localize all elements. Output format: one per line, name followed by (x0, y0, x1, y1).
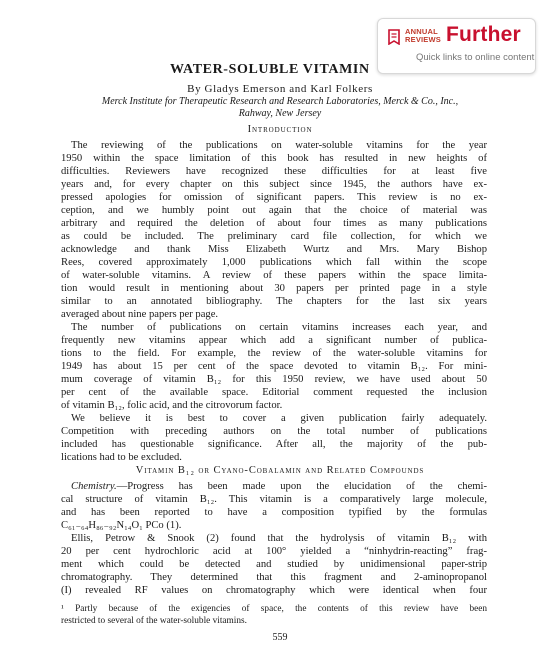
text-line: acknowledge and thank Miss Elizabeth Wurtz and Mrs. Mary Bishop (61, 244, 487, 255)
text-line: The reviewing of the publications on water-soluble vitamins for the year (71, 140, 487, 151)
text-line: averaged about nine papers per page. (61, 309, 219, 320)
section-heading-vitamin-b12: Vitamin B₁₂ or Cyano-Cobalamin and Related Compounds (135, 465, 425, 476)
text-line: tions to the field. For example, the review of the water-soluble vitamins for (61, 348, 487, 359)
affiliation-line-2: Rahway, New Jersey (238, 108, 322, 119)
badge-line2: REVIEWS (405, 35, 441, 44)
text-line: tion would result in mentioning about 30 papers per printed page in a style (61, 283, 487, 294)
badge-subtitle: Quick links to online content (416, 52, 535, 63)
text-line: 1949 has about 15 per cent of the space devoted to vitamin B₁₂. For mini- (61, 361, 487, 372)
text-line: years and, for every chapter on this subject since 1945, the authors have ex- (61, 179, 487, 190)
text-line: Ellis, Petrow & Snook (2) found that the hydrolysis of vitamin B₁₂ with (71, 533, 487, 544)
text-line: 20 per cent hydrochloric acid at 100° yielded a “ninhydrin-reacting” frag- (61, 546, 487, 557)
text-line: included has questionable significance. After all, the majority of the pub- (61, 439, 487, 450)
text-line: 1950 within the space limitation of this book has resulted in new heights of (61, 153, 487, 164)
text-line: lications had to be excluded. (61, 452, 182, 463)
footnote-line: restricted to several of the water-soluble vitamins. (61, 616, 247, 626)
text-line (61, 480, 487, 493)
text-line: of water-soluble vitamins. A review of these papers within the space limita- (61, 270, 487, 281)
badge-line1: ANNUAL (405, 27, 438, 36)
text-line: Rees, covered approximately 1,000 publications which fall within the scope (61, 257, 487, 268)
text-line: chromatography. They determined that this fragment and 2-aminopropanol (61, 572, 487, 583)
article-authors: By Gladys Emerson and Karl Folkers (187, 83, 373, 95)
b12-text (61, 480, 487, 597)
text-line: per cent of the available space. Editorial comment requested the inclusion (61, 387, 487, 398)
footnote-line: ¹ Partly because of the exigencies of space, the contents of this review have been (61, 604, 487, 614)
annual-reviews-further-badge[interactable] (377, 18, 536, 74)
affiliation-line-1: Merck Institute for Therapeutic Research and Research Laboratories, Merck & Co., Inc., (101, 96, 459, 107)
text-line: (I) revealed RF values on chromatography which were identical when four (61, 585, 487, 596)
article-title: WATER-SOLUBLE VITAMIN (170, 62, 370, 77)
text-line: ment which could be detected and studied by unidimensional paper-strip (61, 559, 487, 570)
text-line: pressed apologies for omission of significant papers. This review is no ex- (61, 192, 487, 203)
text-line: and has been reported to have a composition typified by the formulas (61, 507, 487, 518)
text-line: mum coverage of vitamin B₁₂ for this 1950 review, we have used about 50 (61, 374, 487, 385)
text-line: C₆₁₋₆₄H₈₆₋₉₂N₁₄O₁ PCo (1). (61, 520, 182, 531)
text-line: similar to an annotated bibliography. The chapters for the last six years (61, 296, 487, 307)
text-line: ception, and we humbly point out again that the choice of material was (61, 205, 487, 216)
badge-publisher-label (405, 28, 441, 44)
text-line: arbitrary and required the deletion of about four times as many publications (61, 218, 487, 229)
annual-reviews-logo-icon (387, 29, 401, 45)
subsection-title-chemistry: Chemistry. (71, 481, 117, 492)
intro-text (61, 139, 487, 464)
footnote (61, 603, 487, 627)
section-heading-introduction: Introduction (247, 124, 313, 135)
text-line: difficulties. Reviewers have recognized these difficulties for at least five (61, 166, 487, 177)
text-line: cal structure of vitamin B₁₂. This vitamin is a comparatively large molecule, (61, 494, 487, 505)
text-line: as could be included. The preliminary card file collection, for which we (61, 231, 487, 242)
text-line: of vitamin B₁₂, folic acid, and the citrovorum factor. (61, 400, 283, 411)
text-run: —Progress has been made upon the elucidation of the chemi- (116, 481, 487, 492)
text-line: The number of publications on certain vitamins increases each year, and (71, 322, 487, 333)
page-number: 559 (272, 632, 288, 643)
text-line: Competition with preceding authors on the total number of publications (61, 426, 487, 437)
text-line: We believe it is best to cover a given publication fairly adequately. (71, 413, 487, 424)
badge-brand: Further (446, 23, 521, 46)
text-line: frequently new vitamins appear which add a significant number of publica- (61, 335, 487, 346)
